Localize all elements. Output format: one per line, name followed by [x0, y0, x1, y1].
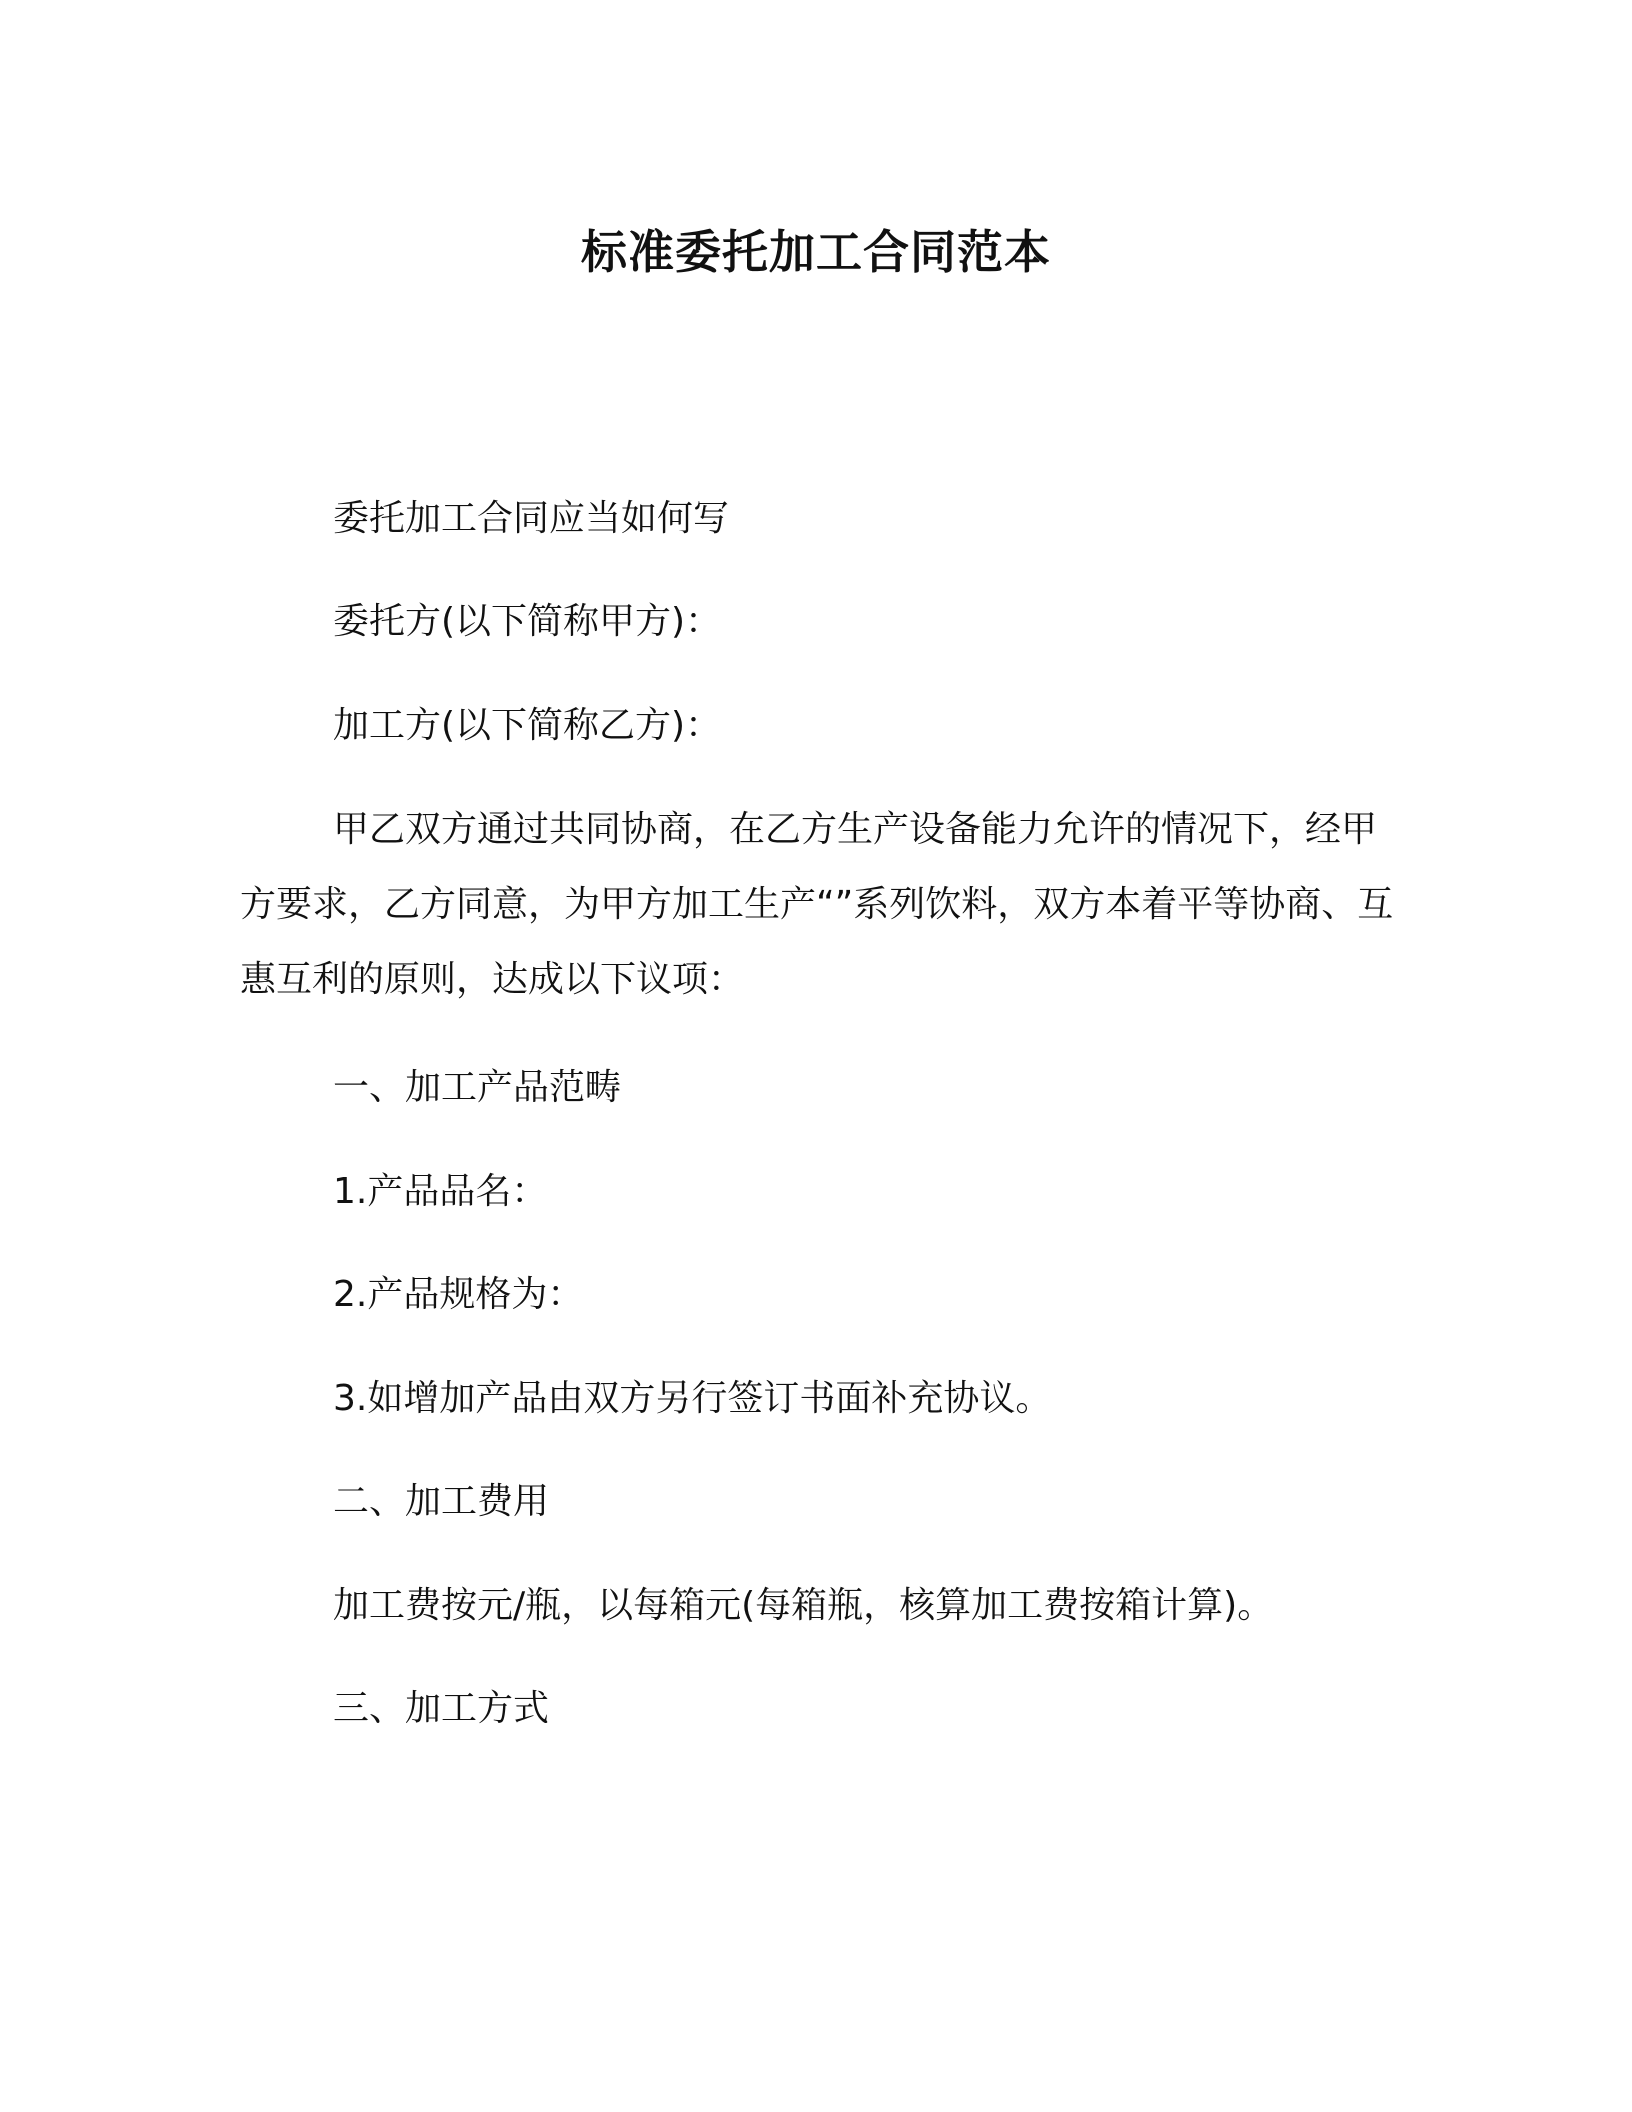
section-heading-2: 二、加工费用: [333, 1481, 550, 1522]
paragraph-party-a: 委托方(以下简称甲方)：: [333, 601, 722, 642]
list-item-2: 2.产品规格为：: [333, 1274, 584, 1315]
paragraph-preamble: 甲乙双方通过共同协商，在乙方生产设备能力允许的情况下，经甲方要求，乙方同意，为甲方加工生产“”系列饮料，双方本着平等协商、互惠互利的原则，达成以下议项：: [240, 809, 1394, 1000]
paragraph-party-b: 加工方(以下简称乙方)：: [333, 705, 722, 746]
list-item-3: 3.如增加产品由双方另行签订书面补充协议。: [333, 1378, 1052, 1419]
section-heading-1: 一、加工产品范畴: [333, 1067, 622, 1108]
list-item-1: 1.产品品名：: [333, 1171, 548, 1212]
paragraph-subtitle: 委托加工合同应当如何写: [333, 498, 730, 539]
document-title: 标准委托加工合同范本: [581, 225, 1051, 279]
paragraph-fee: 加工费按元/瓶，以每箱元(每箱瓶，核算加工费按箱计算)。: [333, 1585, 1274, 1626]
section-heading-3: 三、加工方式: [333, 1688, 550, 1729]
